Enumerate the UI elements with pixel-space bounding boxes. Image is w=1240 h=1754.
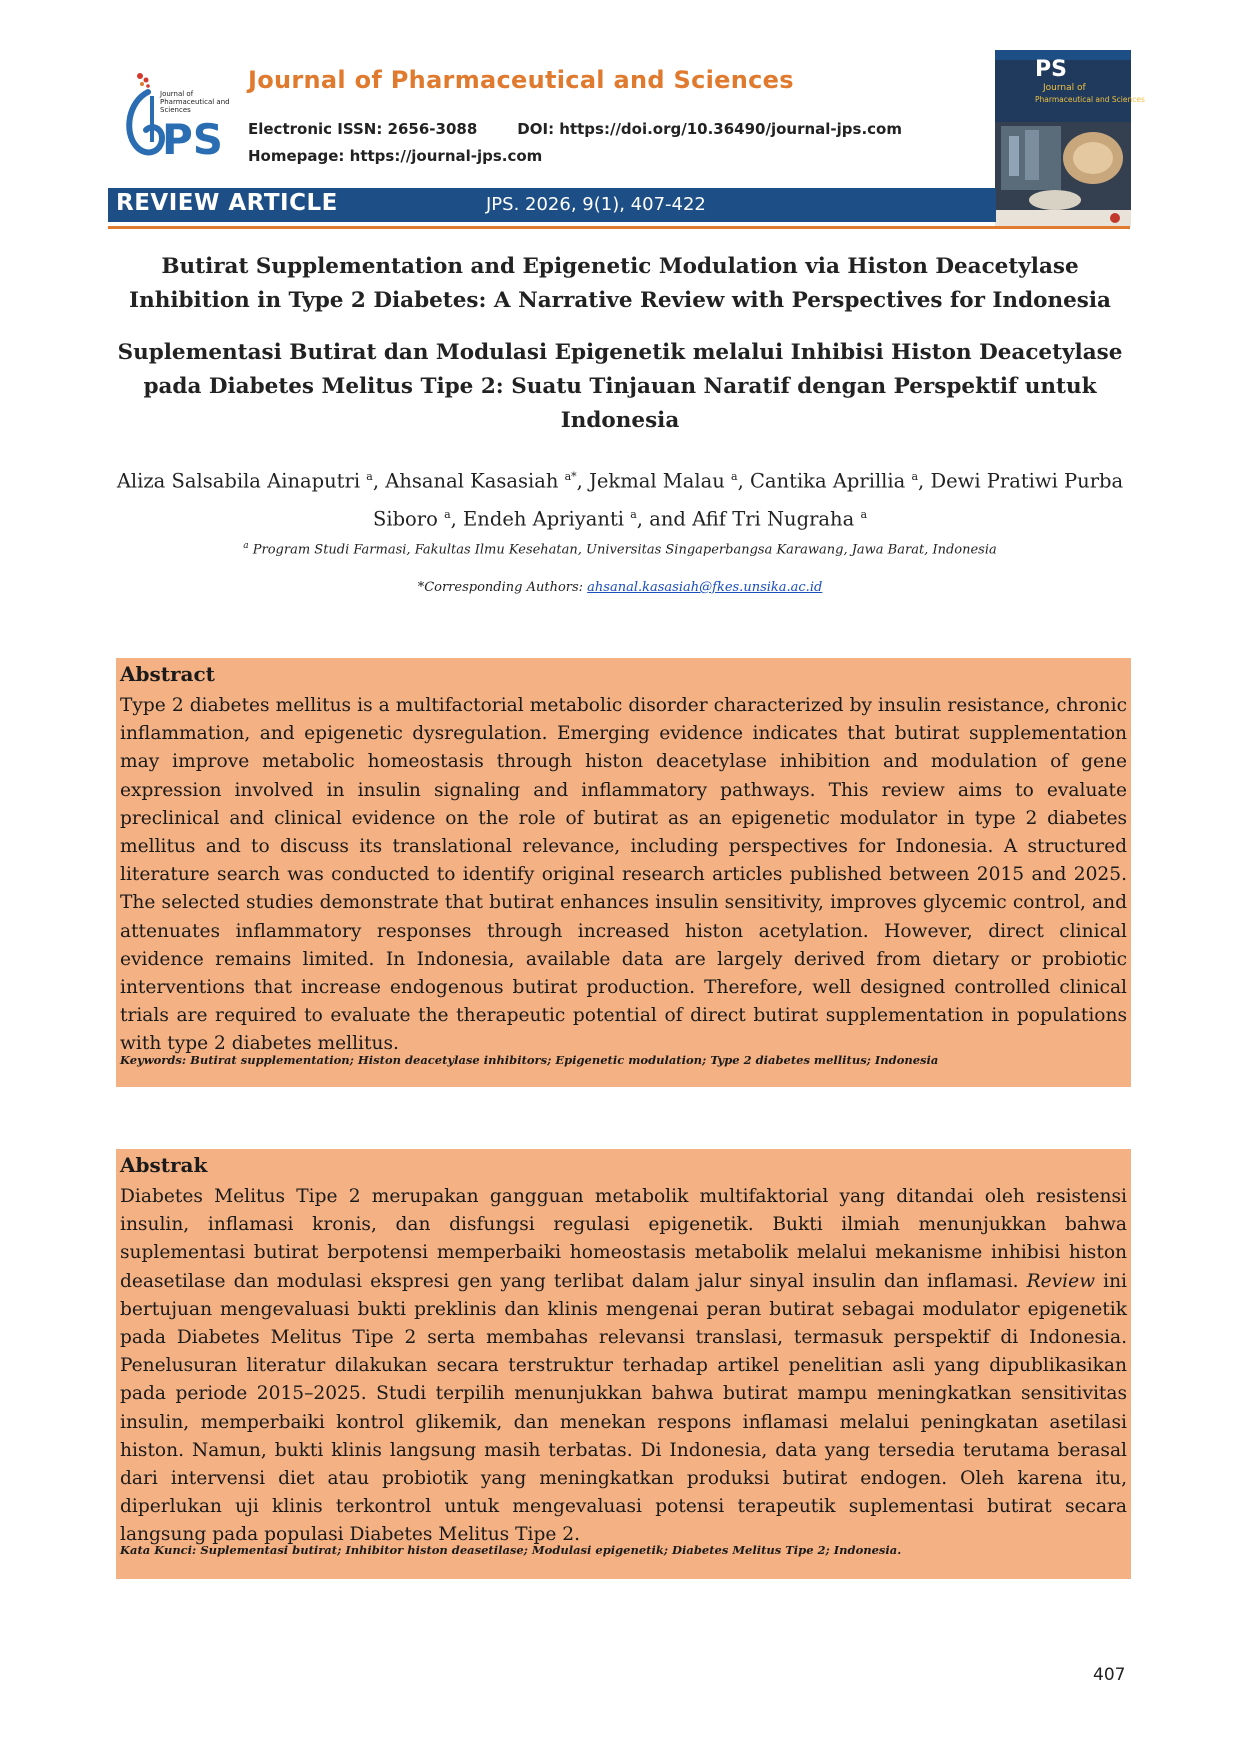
journal-identifiers bbox=[248, 120, 902, 138]
author-affiliation-mark: a bbox=[444, 507, 451, 521]
author-affiliation-mark: a* bbox=[564, 470, 577, 483]
corresponding-email-link[interactable]: ahsanal.kasasiah@fkes.unsika.ac.id bbox=[587, 580, 823, 595]
author-name: Endeh Apriyanti bbox=[463, 507, 625, 530]
article-type-banner bbox=[108, 188, 996, 222]
author-affiliation-mark: a bbox=[366, 470, 373, 483]
keywords-label: Keywords: bbox=[120, 1053, 187, 1067]
abstrak-heading: Abstrak bbox=[120, 1153, 208, 1177]
affiliation bbox=[110, 541, 1130, 557]
header-divider bbox=[108, 226, 1130, 229]
eissn: Electronic ISSN: 2656-3088 bbox=[248, 120, 478, 138]
author-name: Afif Tri Nugraha bbox=[692, 507, 855, 530]
svg-text:Journal of: Journal of bbox=[1043, 83, 1086, 93]
affiliation-mark: a bbox=[243, 541, 249, 551]
svg-text:Pharmaceutical and: Pharmaceutical and bbox=[160, 98, 230, 106]
abstract-heading: Abstract bbox=[120, 662, 215, 686]
journal-cover-image bbox=[995, 50, 1145, 226]
author-name: Jekmal Malau bbox=[589, 469, 725, 493]
journal-logo bbox=[118, 72, 254, 168]
journal-name: Journal of Pharmaceutical and Sciences bbox=[248, 66, 794, 94]
svg-text:Sciences: Sciences bbox=[160, 106, 191, 114]
kata-kunci-label: Kata Kunci: bbox=[120, 1543, 197, 1557]
abstrak-italic-term: Review bbox=[1026, 1270, 1095, 1292]
author-list: Aliza Salsabila Ainaputri $^a$, Ahsanal Kasasiah $^{a*}$, Jekmal Malau $^a$, Cantika Aprillia $^a$, Dewi Pratiwi Purba Siboro $^a$, Endeh Apriyanti $^a$, and Afif Tri Nugraha $^a$ bbox=[116, 469, 1124, 530]
author-name: Dewi Pratiwi Purba Siboro bbox=[372, 469, 1124, 530]
svg-text:Pharmaceutical and Sciences: Pharmaceutical and Sciences bbox=[1035, 95, 1145, 104]
abstrak-text-part2: ini bertujuan mengevaluasi bukti preklinis dan klinis mengenai peran butirat sebagai modulator epigenetik pada Diabetes Melitus Tipe 2 serta membahas relevansi translasi, termasuk perspektif di Indonesia. Penelusuran literatur dilakukan secara terstruktur terhadap artikel penelitian asli yang dipublikasikan pada periode 2015–2025. Studi terpilih menunjukkan bahwa butirat mampu meningkatkan sensitivitas insulin, memperbaiki kontrol glikemik, dan menekan respons inflamasi melalui peningkatan asetilasi histon. Namun, bukti klinis langsung masih terbatas. Di Indonesia, data yang tersedia terutama berasal dari intervensi diet atau probiotik yang meningkatkan produksi butirat endogen. Oleh karena itu, diperlukan uji klinis terkontrol untuk mengevaluasi potensi terapeutik suplementasi butirat secara langsung pada populasi Diabetes Melitus Tipe 2. bbox=[120, 1270, 1127, 1546]
kata-kunci bbox=[120, 1543, 901, 1557]
doi-link[interactable]: DOI: https://doi.org/10.36490/journal-jps.com bbox=[517, 120, 902, 138]
kata-kunci-text: Suplementasi butirat; Inhibitor histon deasetilase; Modulasi epigenetik; Diabetes Melitus Tipe 2; Indonesia. bbox=[200, 1543, 902, 1557]
page-number: 407 bbox=[1093, 1665, 1126, 1685]
author-name: Aliza Salsabila Ainaputri bbox=[116, 469, 361, 493]
author-affiliation-mark: a bbox=[860, 507, 867, 521]
corresponding-author bbox=[110, 580, 1130, 595]
corresponding-label: *Corresponding Authors: bbox=[417, 580, 584, 595]
author-name: Ahsanal Kasasiah bbox=[385, 469, 559, 493]
author-affiliation-mark: a bbox=[731, 470, 738, 483]
svg-text:Journal of: Journal of bbox=[160, 90, 194, 98]
author-name: Cantika Aprillia bbox=[750, 469, 906, 493]
keywords-text: Butirat supplementation; Histon deacetylase inhibitors; Epigenetic modulation; Type 2 diabetes mellitus; Indonesia bbox=[190, 1053, 939, 1067]
abstrak-box bbox=[116, 1149, 1131, 1579]
abstrak-text bbox=[120, 1183, 1127, 1550]
affiliation-text: Program Studi Farmasi, Fakultas Ilmu Kesehatan, Universitas Singaperbangsa Karawang, Jawa Barat, Indonesia bbox=[252, 542, 997, 558]
author-affiliation-mark: a bbox=[911, 470, 919, 483]
abstract-text: Type 2 diabetes mellitus is a multifactorial metabolic disorder characterized by insulin resistance, chronic inflammation, and epigenetic dysregulation. Emerging evidence indicates that butirat supplementation may improve metabolic homeostasis through histon deacetylase inhibition and modulation of gene expression involved in insulin signaling and inflammatory pathways. This review aims to evaluate preclinical and clinical evidence on the role of butirat as an epigenetic modulator in type 2 diabetes mellitus and to discuss its translational relevance, including perspectives for Indonesia. A structured literature search was conducted to identify original research articles published between 2015 and 2025. The selected studies demonstrate that butirat enhances insulin sensitivity, improves glycemic control, and attenuates inflammatory responses through increased histon acetylation. However, direct clinical evidence remains limited. In Indonesia, available data are largely derived from dietary or probiotic interventions that increase endogenous butirat production. Therefore, well designed controlled clinical trials are required to evaluate the therapeutic potential of direct butirat supplementation in populations with type 2 diabetes mellitus. bbox=[120, 695, 1127, 1055]
article-title-indonesian: Suplementasi Butirat dan Modulasi Epigenetik melalui Inhibisi Histon Deacetylase pada Diabetes Melitus Tipe 2: Suatu Tinjauan Naratif dengan Perspektif untuk Indonesia bbox=[117, 340, 1123, 433]
svg-text:PS: PS bbox=[162, 115, 224, 164]
svg-text:PS: PS bbox=[1035, 57, 1067, 82]
article-citation: JPS. 2026, 9(1), 407-422 bbox=[486, 194, 706, 215]
abstrak-text-part1: Diabetes Melitus Tipe 2 merupakan gangguan metabolik multifaktorial yang ditandai oleh resistensi insulin, inflamasi kronis, dan disfungsi regulasi epigenetik. Bukti ilmiah menunjukkan bahwa suplementasi butirat berpotensi memperbaiki homeostasis metabolik melalui mekanisme inhibisi histon deasetilase dan modulasi ekspresi gen yang terlibat dalam jalur sinyal insulin dan inflamasi. bbox=[120, 1186, 1127, 1292]
article-type-label: REVIEW ARTICLE bbox=[116, 190, 338, 216]
homepage-link[interactable]: Homepage: https://journal-jps.com bbox=[248, 147, 543, 165]
abstract-box bbox=[116, 658, 1131, 1087]
keywords bbox=[120, 1053, 938, 1067]
article-title-english: Butirat Supplementation and Epigenetic Modulation via Histon Deacetylase Inhibition in Type 2 Diabetes: A Narrative Review with Perspectives for Indonesia bbox=[129, 254, 1111, 313]
author-affiliation-mark: a bbox=[630, 507, 637, 521]
